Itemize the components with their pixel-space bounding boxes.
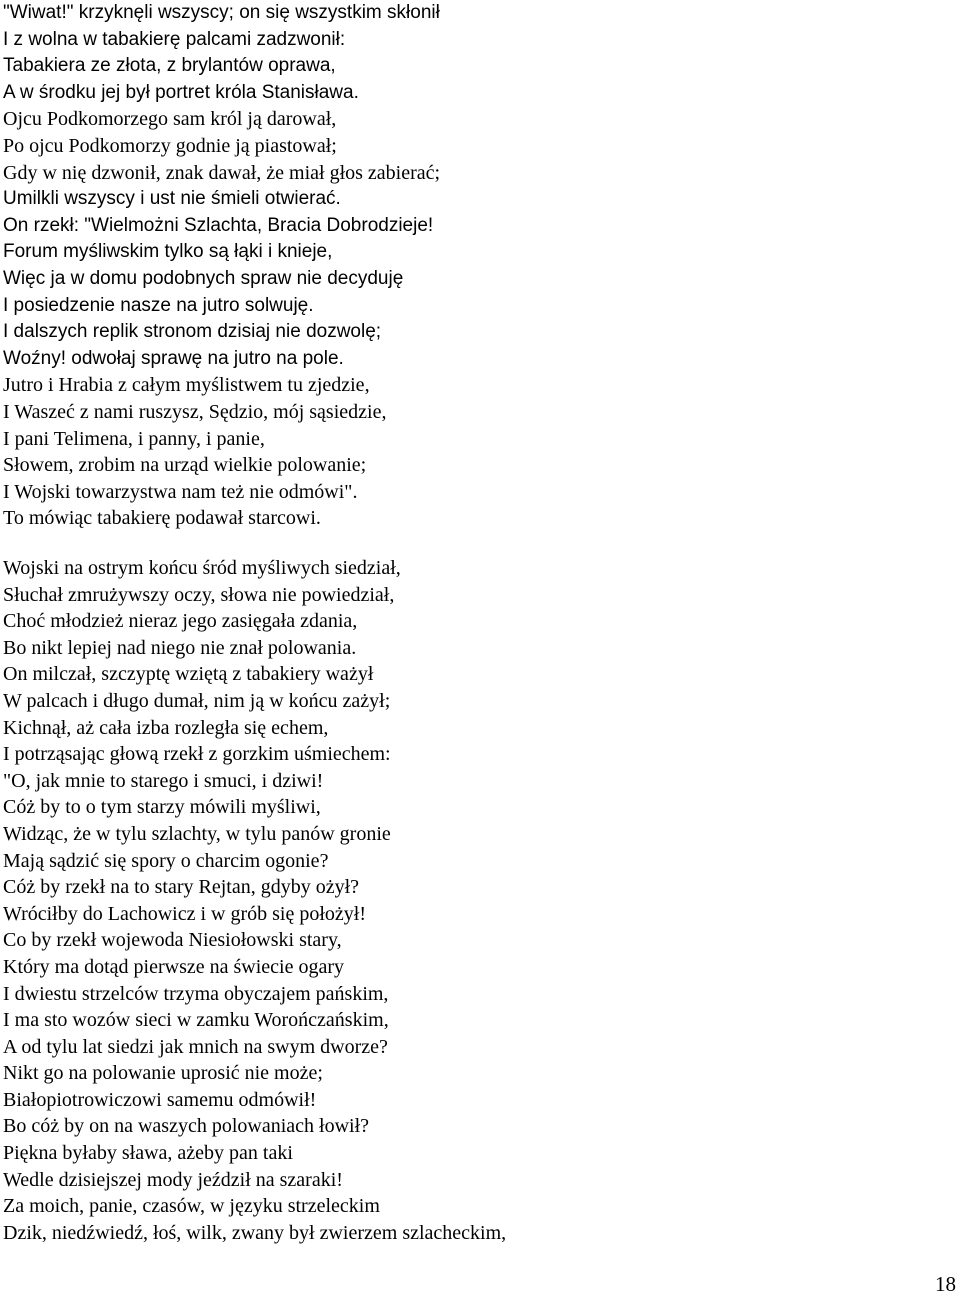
verse-line: Bo nikt lepiej nad niego nie znał polowania. bbox=[3, 636, 357, 659]
verse-line: I z wolna w tabakierę palcami zadzwonił: bbox=[3, 28, 346, 50]
verse-line: Słowem, zrobim na urząd wielkie polowanie; bbox=[3, 454, 367, 477]
stanza-1 bbox=[3, 0, 440, 532]
verse-line: I potrząsając głową rzekł z gorzkim uśmiechem: bbox=[3, 743, 391, 766]
verse-line: Nikt go na polowanie uprosić nie może; bbox=[3, 1062, 323, 1085]
verse-line: Dzik, niedźwiedź, łoś, wilk, zwany był zwierzem szlacheckim, bbox=[3, 1221, 507, 1244]
verse-line: "Wiwat!" krzyknęli wszyscy; on się wszystkim skłonił bbox=[3, 2, 440, 23]
verse-line: A od tylu lat siedzi jak mnich na swym dworze? bbox=[3, 1035, 388, 1058]
verse-line: I Waszeć z nami ruszysz, Sędzio, mój sąsiedzie, bbox=[3, 400, 387, 423]
verse-line: Białopiotrowiczowi samemu odmówił! bbox=[3, 1088, 317, 1111]
verse-line: Piękna byłaby sława, ażeby pan taki bbox=[3, 1142, 293, 1165]
verse-line: Co by rzekł wojewoda Niesiołowski stary, bbox=[3, 929, 342, 952]
verse-line: I pani Telimena, i panny, i panie, bbox=[3, 427, 265, 450]
verse-line: A w środku jej był portret króla Stanisława. bbox=[3, 81, 359, 103]
verse-line: Jutro i Hrabia z całym myślistwem tu zjedzie, bbox=[3, 374, 370, 397]
verse-line: I Wojski towarzystwa nam też nie odmówi". bbox=[3, 480, 358, 503]
verse-line: On rzekł: "Wielmożni Szlachta, Bracia Dobrodzieje! bbox=[3, 214, 434, 236]
verse-line: Mają sądzić się spory o charcim ogonie? bbox=[3, 849, 329, 872]
verse-line: To mówiąc tabakierę podawał starcowi. bbox=[3, 507, 321, 530]
verse-line: I dwiestu strzelców trzyma obyczajem pańskim, bbox=[3, 982, 389, 1005]
page-number: 18 bbox=[935, 1272, 956, 1296]
verse-line: Wedle dzisiejszej mody jeździł na szaraki! bbox=[3, 1168, 343, 1191]
verse-line: "O, jak mnie to starego i smuci, i dziwi! bbox=[3, 769, 324, 792]
verse-line: I ma sto wozów sieci w zamku Worończańskim, bbox=[3, 1009, 389, 1032]
verse-line: Gdy w nię dzwonił, znak dawał, że miał głos zabierać; bbox=[3, 161, 441, 184]
verse-line: Słuchał zmrużywszy oczy, słowa nie powiedział, bbox=[3, 583, 395, 606]
verse-line: Forum myśliwskim tylko są łąki i knieje, bbox=[3, 241, 333, 263]
verse-line: I dalszych replik stronom dzisiaj nie dozwolę; bbox=[3, 321, 382, 343]
verse-line: Kichnął, aż cała izba rozległa się echem, bbox=[3, 716, 329, 739]
verse-line: Tabakiera ze złota, z brylantów oprawa, bbox=[3, 55, 336, 77]
verse-line: On milczał, szczyptę wziętą z tabakiery ważył bbox=[3, 663, 374, 686]
verse-line: Bo cóż by on na waszych polowaniach łowił? bbox=[3, 1115, 370, 1138]
verse-line: Po ojcu Podkomorzy godnie ją piastował; bbox=[3, 134, 337, 157]
verse-line: Więc ja w domu podobnych spraw nie decyduję bbox=[3, 267, 404, 289]
verse-line: Cóż by to o tym starzy mówili myśliwi, bbox=[3, 796, 321, 819]
verse-line: Choć młodzież nieraz jego zasięgała zdania, bbox=[3, 610, 358, 633]
verse-line: Widząc, że w tylu szlachty, w tylu panów gronie bbox=[3, 822, 391, 845]
stanza-2 bbox=[3, 555, 506, 1246]
verse-line: Cóż by rzekł na to stary Rejtan, gdyby ożył? bbox=[3, 876, 360, 899]
verse-line: W palcach i długo dumał, nim ją w końcu zażył; bbox=[3, 689, 391, 712]
verse-line: Który ma dotąd pierwsze na świecie ogary bbox=[3, 955, 344, 978]
verse-line: Wróciłby do Lachowicz i w grób się położył! bbox=[3, 902, 366, 925]
verse-line: Ojcu Podkomorzego sam król ją darował, bbox=[3, 108, 337, 131]
verse-line: Woźny! odwołaj sprawę na jutro na pole. bbox=[3, 347, 344, 369]
verse-line: Umilkli wszyscy i ust nie śmieli otwierać. bbox=[3, 188, 341, 210]
verse-line: Wojski na ostrym końcu śród myśliwych siedział, bbox=[3, 557, 401, 579]
verse-line: I posiedzenie nasze na jutro solwuję. bbox=[3, 294, 314, 316]
verse-line: Za moich, panie, czasów, w języku strzeleckim bbox=[3, 1195, 380, 1218]
